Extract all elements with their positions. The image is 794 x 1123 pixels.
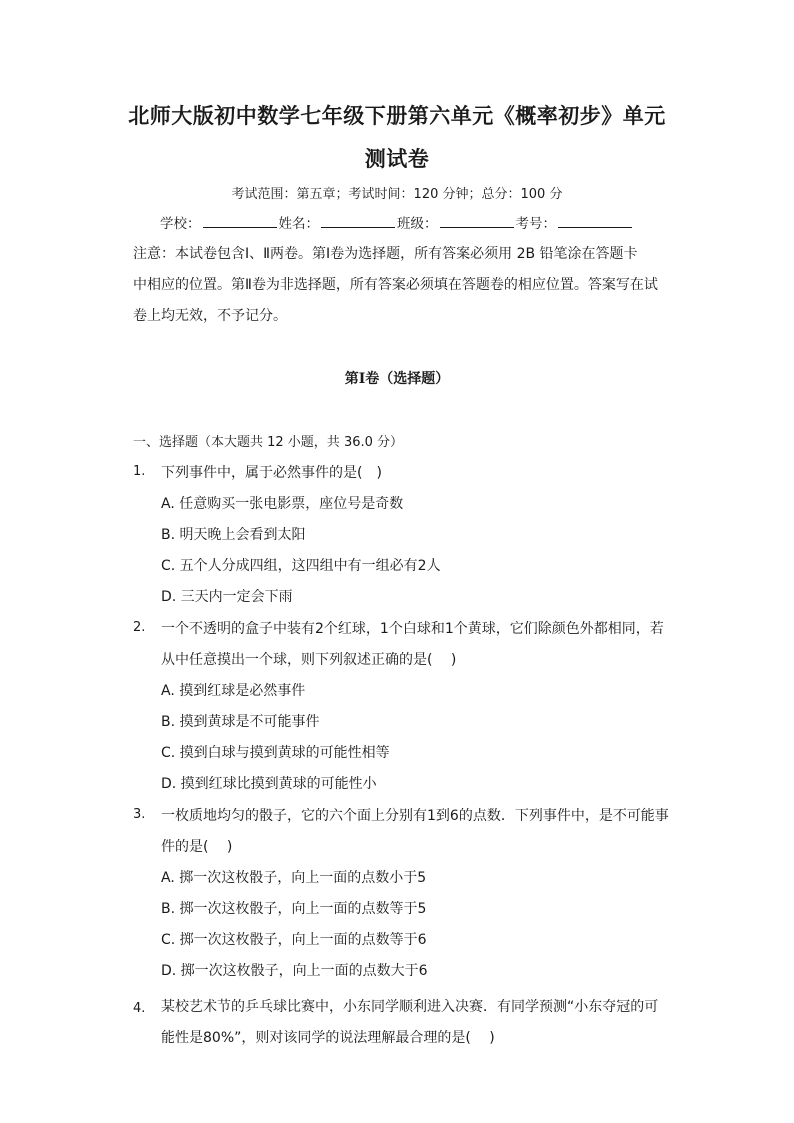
exam-title-line2: 测试卷 (364, 146, 430, 171)
option-b[interactable]: B. 摸到黄球是不可能事件 (161, 714, 320, 730)
option-a[interactable]: A. 摸到红球是必然事件 (161, 683, 306, 699)
question-stem-line2: 从中任意摸出一个球，则下列叙述正确的是( ) (161, 652, 457, 668)
question-number: 4. (133, 1001, 146, 1016)
question-number: 2. (133, 620, 146, 635)
exam-title-line1: 北师大版初中数学七年级下册第六单元《概率初步》单元 (128, 103, 666, 128)
option-b[interactable]: B. 掷一次这枚骰子，向上一面的点数等于5 (161, 901, 427, 917)
part-title-text: 一、选择题（本大题共 12 小题，共 36.0 分） (133, 435, 404, 450)
option-b[interactable]: B. 明天晚上会看到太阳 (161, 527, 306, 543)
option-d[interactable]: D. 摸到红球比摸到黄球的可能性小 (161, 776, 377, 792)
school-label: 学校： (160, 216, 201, 232)
option-a[interactable]: A. 掷一次这枚骰子，向上一面的点数小于5 (161, 870, 427, 886)
option-a[interactable]: A. 任意购买一张电影票，座位号是奇数 (161, 496, 404, 512)
question-stem-line2: 能性是80%”，则对该同学的说法理解最合理的是( ) (161, 1030, 495, 1046)
number-blank[interactable] (558, 214, 632, 228)
section-title: 第Ⅰ卷（选择题） (344, 371, 450, 387)
class-blank[interactable] (440, 214, 514, 228)
question-stem-line1: 一枚质地均匀的骰子，它的六个面上分别有1到6的点数．下列事件中，是不可能事 (161, 808, 669, 824)
notice-line2: 中相应的位置。第Ⅱ卷为非选择题，所有答案必须填在答题卷的相应位置。答案写在试 (133, 277, 658, 293)
student-info-row (160, 212, 634, 232)
question-stem-line2: 件的是( ) (161, 839, 233, 855)
question-stem-line1: 一个不透明的盒子中装有2个红球，1个白球和1个黄球，它们除颜色外都相同，若 (161, 621, 664, 637)
option-c[interactable]: C. 摸到白球与摸到黄球的可能性相等 (161, 745, 390, 761)
name-label: 姓名： (278, 216, 319, 232)
option-d[interactable]: D. 掷一次这枚骰子，向上一面的点数大于6 (161, 963, 428, 979)
notice-line1: 注意：本试卷包含Ⅰ、Ⅱ两卷。第Ⅰ卷为选择题，所有答案必须用 2B 铅笔涂在答题卡 (133, 246, 638, 262)
question-stem: 下列事件中，属于必然事件的是( ) (161, 465, 382, 481)
school-blank[interactable] (203, 214, 277, 228)
number-label: 考号： (515, 216, 556, 232)
exam-info: 考试范围：第五章；考试时间：120 分钟；总分：100 分 (231, 187, 563, 202)
option-c[interactable]: C. 掷一次这枚骰子，向上一面的点数等于6 (161, 932, 427, 948)
part-title (133, 431, 403, 450)
notice-line3: 卷上均无效，不予记分。 (133, 308, 287, 324)
question-number: 1. (133, 464, 146, 479)
question-number: 3. (133, 807, 146, 822)
class-label: 班级： (397, 216, 438, 232)
question-stem-line1: 某校艺术节的乒乓球比赛中，小东同学顺利进入决赛．有同学预测“小东夺冠的可 (161, 999, 659, 1015)
name-blank[interactable] (321, 214, 395, 228)
option-d[interactable]: D. 三天内一定会下雨 (161, 589, 293, 605)
option-c[interactable]: C. 五个人分成四组，这四组中有一组必有2人 (161, 558, 441, 574)
